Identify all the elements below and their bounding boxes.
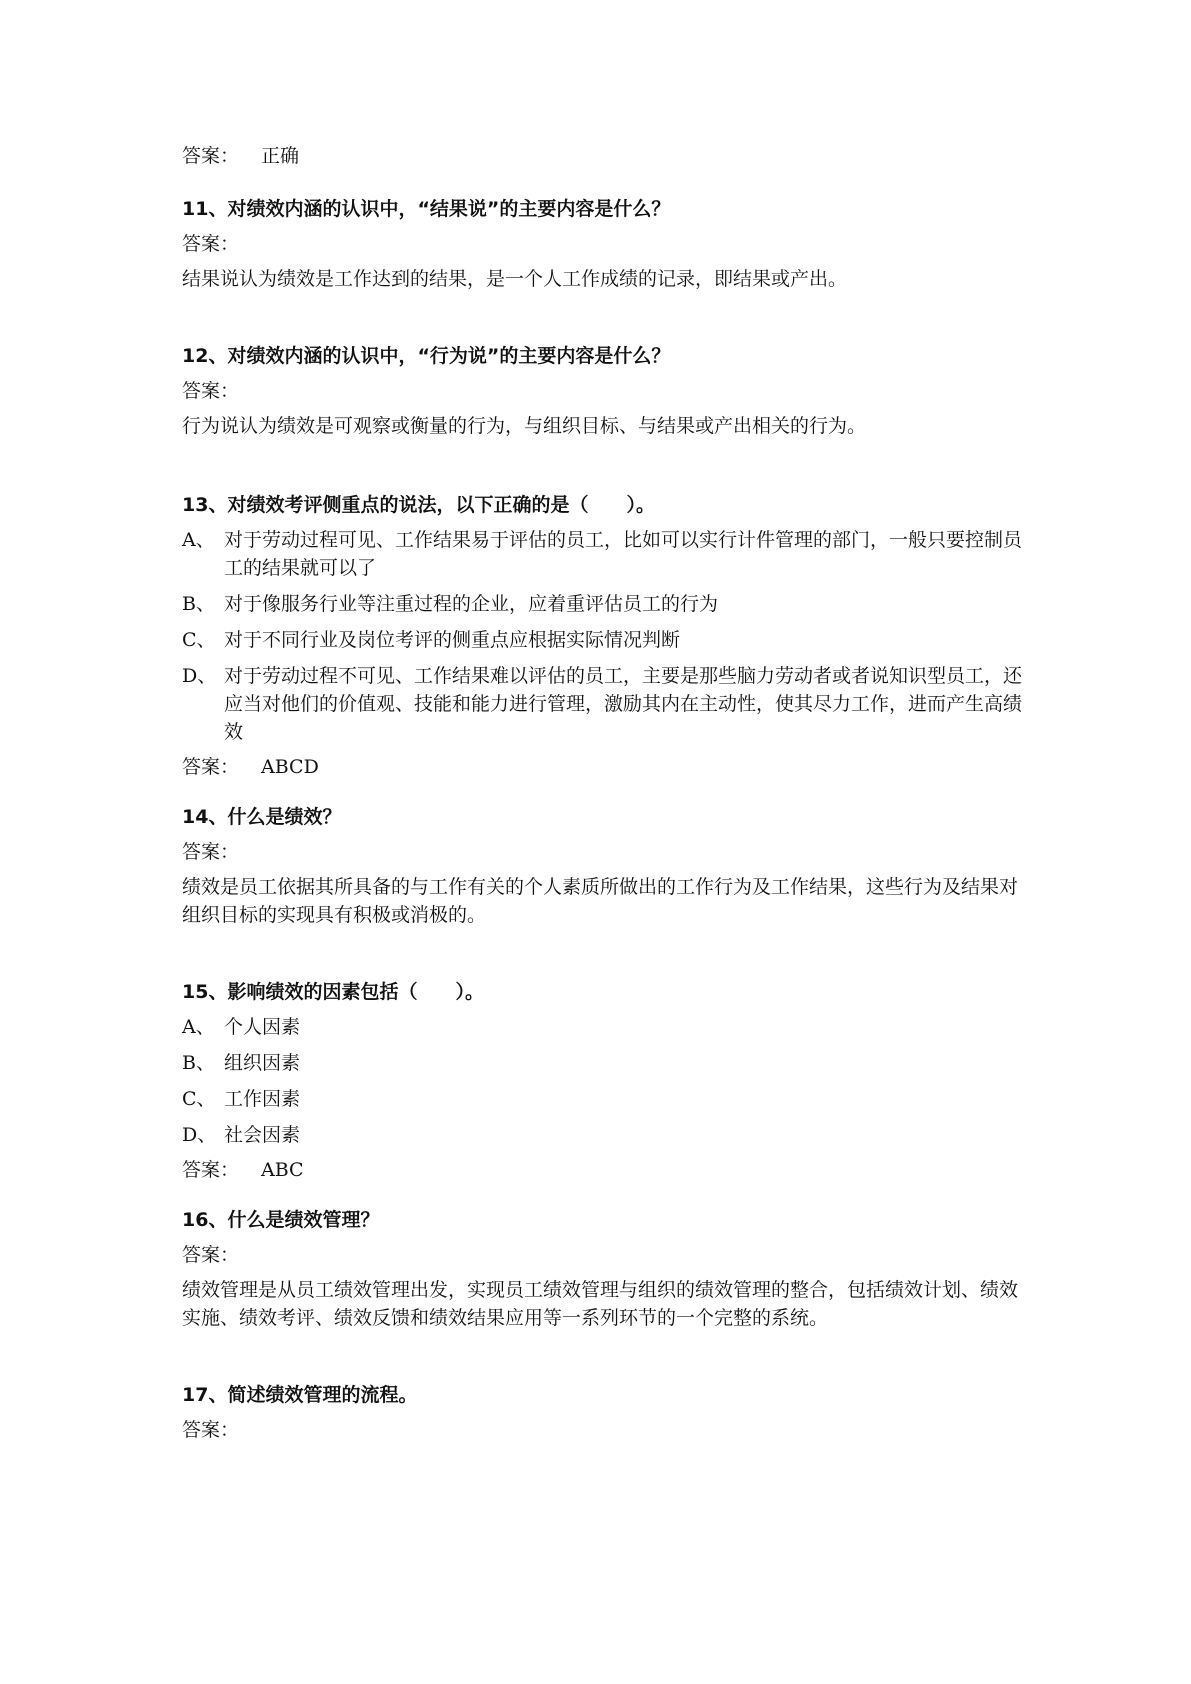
answer-label: 答案：: [182, 1419, 240, 1441]
answer-value: ABC: [261, 1159, 304, 1181]
question-title: 17、简述绩效管理的流程。: [182, 1384, 418, 1406]
option-d: [182, 1121, 1022, 1149]
option-letter: A、: [182, 1016, 215, 1038]
option-letter: B、: [182, 1052, 215, 1074]
option-c: [182, 1085, 1022, 1113]
option-a: [182, 526, 1022, 582]
option-d: [182, 662, 1022, 746]
option-text: 个人因素: [224, 1016, 301, 1038]
answer-line: [182, 143, 1022, 169]
question-title: 15、影响绩效的因素包括（ ）。: [182, 981, 484, 1003]
answer-label: 答案：: [182, 1159, 240, 1181]
question-title: 12、对绩效内涵的认识中，“行为说”的主要内容是什么？: [182, 345, 671, 367]
option-text: 对于劳动过程不可见、工作结果难以评估的员工，主要是那些脑力劳动者或者说知识型员工，还应当对他们的价值观、技能和能力进行管理，激励其内在主动性，使其尽力工作，进而产生高绩效: [224, 665, 1023, 743]
document-page: [182, 143, 1022, 1443]
question-title: 14、什么是绩效？: [182, 806, 342, 828]
option-b: [182, 1049, 1022, 1077]
answer-label: 答案：: [182, 756, 240, 778]
option-text: 对于劳动过程可见、工作结果易于评估的员工，比如可以实行计件管理的部门，一般只要控制员工的结果就可以了: [224, 529, 1023, 579]
question-title: 13、对绩效考评侧重点的说法，以下正确的是（ ）。: [182, 494, 655, 516]
option-letter: C、: [182, 1088, 216, 1110]
answer-value: ABCD: [261, 756, 319, 778]
answer-label: 答案：: [182, 380, 240, 402]
option-letter: B、: [182, 593, 215, 615]
question-title: 16、什么是绩效管理？: [182, 1209, 380, 1231]
question-title: 11、对绩效内涵的认识中，“结果说”的主要内容是什么？: [182, 198, 671, 220]
option-letter: C、: [182, 629, 216, 651]
answer-text: 结果说认为绩效是工作达到的结果，是一个人工作成绩的记录，即结果或产出。: [182, 268, 848, 290]
answer-label: 答案：: [182, 233, 240, 255]
option-letter: D、: [182, 1124, 217, 1146]
option-text: 组织因素: [224, 1052, 301, 1074]
answer-value: 正确: [261, 145, 300, 167]
option-letter: D、: [182, 665, 217, 687]
answer-line: [182, 754, 1022, 780]
answer-label: 答案：: [182, 145, 240, 167]
option-text: 对于不同行业及岗位考评的侧重点应根据实际情况判断: [224, 629, 681, 651]
answer-text: 行为说认为绩效是可观察或衡量的行为，与组织目标、与结果或产出相关的行为。: [182, 415, 867, 437]
option-text: 工作因素: [224, 1088, 301, 1110]
option-text: 社会因素: [224, 1124, 301, 1146]
option-a: [182, 1013, 1022, 1041]
option-letter: A、: [182, 529, 215, 551]
option-text: 对于像服务行业等注重过程的企业，应着重评估员工的行为: [224, 593, 719, 615]
option-c: [182, 626, 1022, 654]
answer-text: 绩效管理是从员工绩效管理出发，实现员工绩效管理与组织的绩效管理的整合，包括绩效计划、绩效实施、绩效考评、绩效反馈和绩效结果应用等一系列环节的一个完整的系统。: [182, 1279, 1019, 1329]
answer-line: [182, 1157, 1022, 1183]
option-b: [182, 590, 1022, 618]
answer-text: 绩效是员工依据其所具备的与工作有关的个人素质所做出的工作行为及工作结果，这些行为及结果对组织目标的实现具有积极或消极的。: [182, 876, 1019, 926]
answer-label: 答案：: [182, 841, 240, 863]
answer-label: 答案：: [182, 1244, 240, 1266]
